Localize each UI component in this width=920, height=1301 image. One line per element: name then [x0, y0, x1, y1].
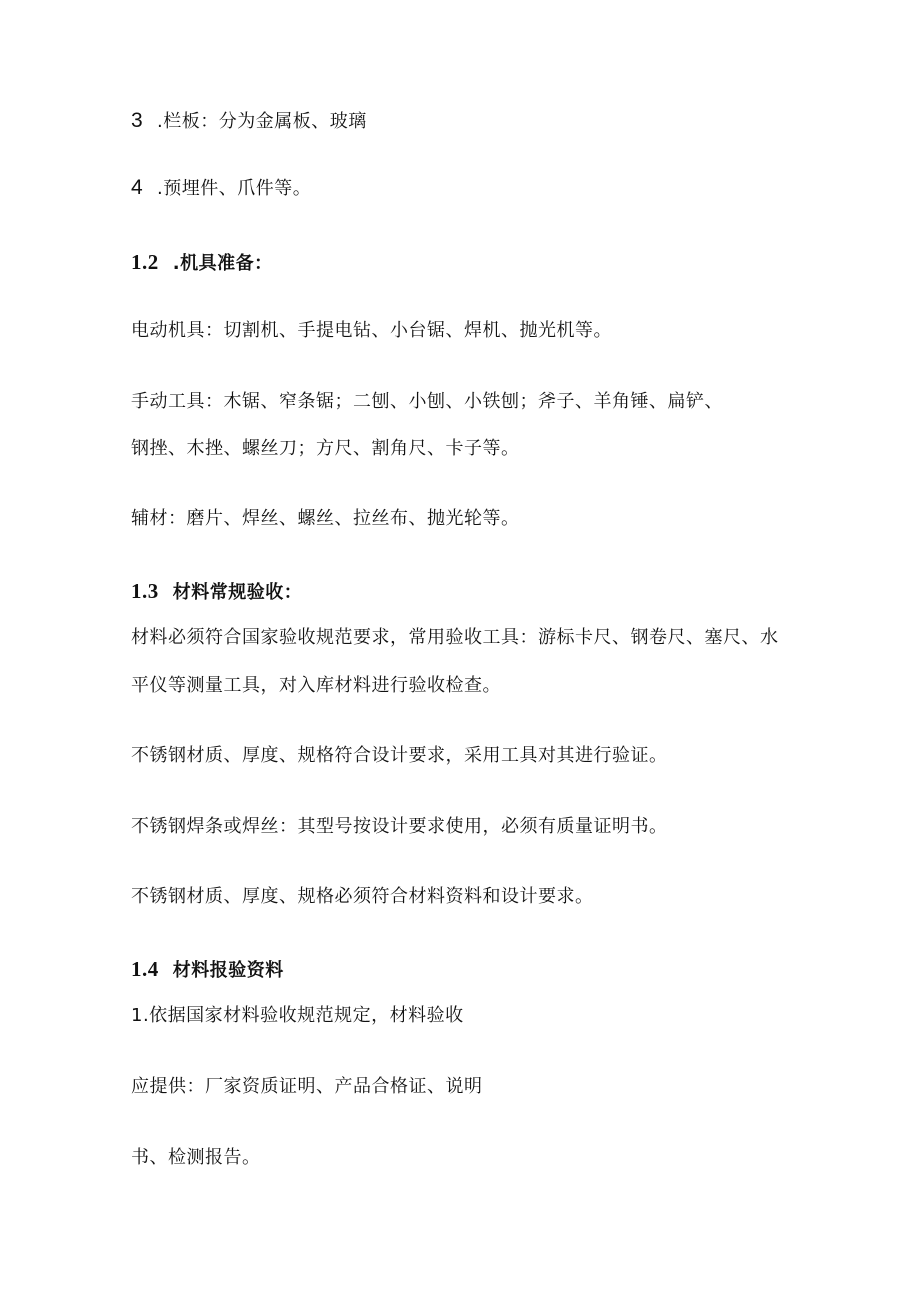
paragraph-line: 材料必须符合国家验收规范要求，常用验收工具：游标卡尺、钢卷尺、塞尺、水 [131, 627, 779, 648]
section-number: 1.2 [131, 250, 159, 274]
paragraph-line: 书、检测报告。 [131, 1147, 261, 1168]
paragraph-line: 电动机具：切割机、手提电钻、小台锯、焊机、抛光机等。 [131, 320, 612, 341]
paragraph-line: 不锈钢材质、厚度、规格符合设计要求，采用工具对其进行验证。 [131, 745, 668, 766]
section-heading-1-3 [131, 578, 302, 606]
paragraph-line: 应提供：厂家资质证明、产品合格证、说明 [131, 1076, 483, 1097]
list-item-number: 4 [131, 176, 144, 199]
paragraph-line: 手动工具：木锯、窄条锯；二刨、小刨、小铁刨；斧子、羊角锤、扁铲、 [131, 391, 723, 412]
section-number: 1.4 [131, 957, 159, 981]
section-title: .机具准备： [172, 253, 273, 274]
paragraph-line: 不锈钢焊条或焊丝：其型号按设计要求使用，必须有质量证明书。 [131, 816, 668, 837]
section-number: 1.3 [131, 579, 159, 603]
paragraph-line: 1.依据国家材料验收规范规定，材料验收 [131, 1005, 464, 1026]
section-heading-1-2 [131, 249, 273, 277]
list-item-number: 3 [131, 109, 144, 132]
list-item-4 [131, 175, 311, 202]
paragraph-line: 不锈钢材质、厚度、规格必须符合材料资料和设计要求。 [131, 886, 594, 907]
list-item-text: .预埋件、爪件等。 [157, 178, 312, 199]
paragraph-line: 钢挫、木挫、螺丝刀；方尺、割角尺、卡子等。 [131, 438, 520, 459]
list-item-3 [131, 108, 367, 135]
paragraph-line: 辅材：磨片、焊丝、螺丝、拉丝布、抛光轮等。 [131, 508, 520, 529]
section-title: 材料常规验收： [172, 582, 303, 603]
section-title: 材料报验资料 [172, 960, 284, 981]
paragraph-line: 平仪等测量工具，对入库材料进行验收检查。 [131, 675, 501, 696]
list-item-text: .栏板：分为金属板、玻璃 [157, 111, 367, 132]
section-heading-1-4 [131, 956, 284, 984]
